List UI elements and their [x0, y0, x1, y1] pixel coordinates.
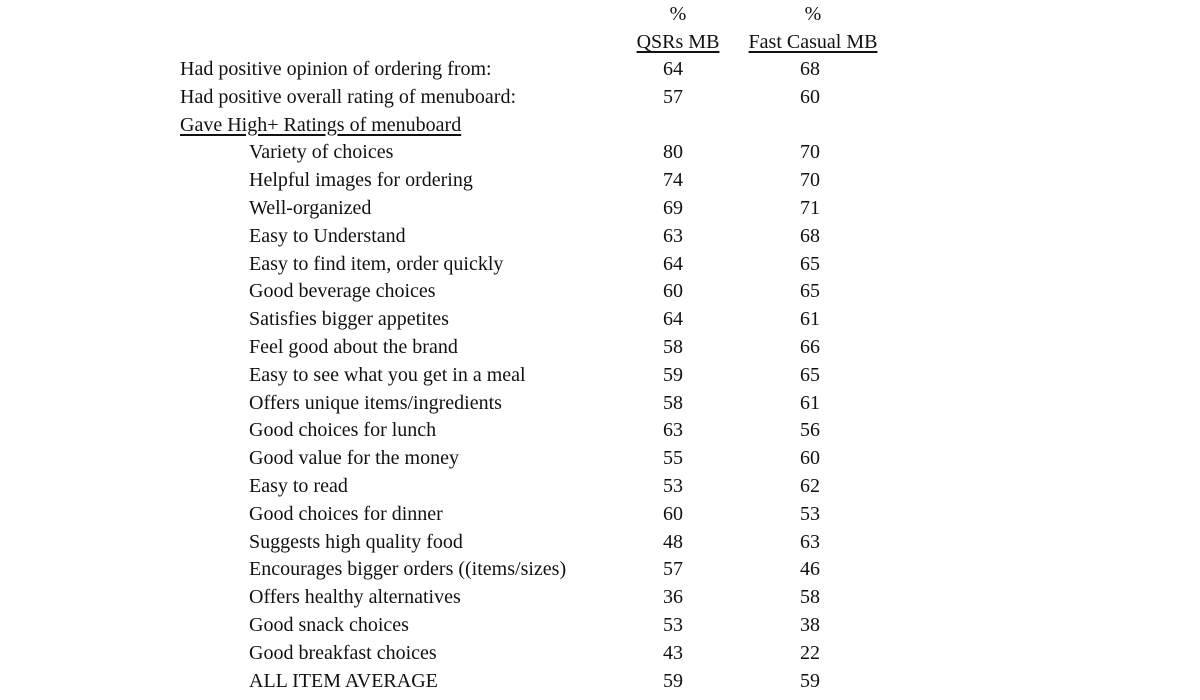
qsr-value: 64: [663, 252, 683, 275]
table-row: [0, 612, 1200, 640]
qsr-value: 69: [663, 196, 683, 219]
row-label: Helpful images for ordering: [249, 169, 473, 192]
fast-casual-value: 65: [800, 252, 820, 275]
section-heading-row: [0, 112, 1200, 140]
table-row: [0, 501, 1200, 529]
table-row: [0, 56, 1200, 84]
row-label: ALL ITEM AVERAGE: [249, 669, 438, 692]
table-row: [0, 278, 1200, 306]
row-label: Easy to read: [249, 474, 348, 497]
row-label: Easy to find item, order quickly: [249, 252, 504, 275]
row-label: Variety of choices: [249, 141, 394, 164]
table-row: [0, 640, 1200, 668]
fast-casual-value: 53: [800, 502, 820, 525]
table-row: [0, 195, 1200, 223]
qsr-value: 43: [663, 641, 683, 664]
qsr-value: 48: [663, 530, 683, 553]
column-header-qsr: [628, 0, 728, 56]
qsr-value: 60: [663, 502, 683, 525]
row-label: Feel good about the brand: [249, 335, 458, 358]
table-row: [0, 529, 1200, 557]
table-row: [0, 417, 1200, 445]
row-label: Encourages bigger orders ((items/sizes): [249, 558, 567, 581]
qsr-value: 59: [663, 669, 683, 692]
qsr-value: 57: [663, 558, 683, 581]
table-row: [0, 334, 1200, 362]
table-row: [0, 223, 1200, 251]
row-label: Offers healthy alternatives: [249, 586, 461, 609]
qsr-value: 74: [663, 169, 683, 192]
fast-casual-value: 56: [800, 419, 820, 442]
qsr-value: 60: [663, 280, 683, 303]
table-row: [0, 251, 1200, 279]
row-label: Offers unique items/ingredients: [249, 391, 502, 414]
qsr-value: 64: [663, 308, 683, 331]
fast-casual-value: 63: [800, 530, 820, 553]
table-row: [0, 139, 1200, 167]
fast-casual-value: 65: [800, 280, 820, 303]
table-row: [0, 167, 1200, 195]
qsr-value: 63: [663, 224, 683, 247]
qsr-value: 55: [663, 447, 683, 470]
fast-casual-value: 66: [800, 335, 820, 358]
qsr-value: 53: [663, 474, 683, 497]
fast-casual-value: 61: [800, 308, 820, 331]
row-label: Good choices for lunch: [249, 419, 437, 442]
row-label: Suggests high quality food: [249, 530, 463, 553]
fast-casual-value: 46: [800, 558, 820, 581]
table-body: [0, 56, 1200, 695]
qsr-value: 58: [663, 335, 683, 358]
fast-casual-value: 62: [800, 474, 820, 497]
row-label: Good choices for dinner: [249, 502, 443, 525]
fast-casual-value: 70: [800, 169, 820, 192]
row-label: Good value for the money: [249, 447, 459, 470]
qsr-value: 59: [663, 363, 683, 386]
column-header-fast-casual: [740, 0, 886, 56]
fast-casual-value: 22: [800, 641, 820, 664]
column-unit-fast-casual: %: [804, 3, 822, 25]
fast-casual-value: 61: [800, 391, 820, 414]
column-name-qsr: QSRs MB: [636, 31, 720, 53]
row-label: Had positive overall rating of menuboard:: [180, 85, 517, 108]
qsr-value: 80: [663, 141, 683, 164]
row-label: Good snack choices: [249, 613, 409, 636]
table-row: [0, 473, 1200, 501]
fast-casual-value: 65: [800, 363, 820, 386]
row-label: Easy to Understand: [249, 224, 406, 247]
fast-casual-value: 68: [800, 224, 820, 247]
qsr-value: 58: [663, 391, 683, 414]
row-label: Easy to see what you get in a meal: [249, 363, 526, 386]
fast-casual-value: 58: [800, 586, 820, 609]
fast-casual-value: 68: [800, 58, 820, 80]
row-label: Good beverage choices: [249, 280, 436, 303]
qsr-value: 53: [663, 613, 683, 636]
fast-casual-value: 60: [800, 85, 820, 108]
qsr-value: 64: [663, 58, 683, 80]
fast-casual-value: 38: [800, 613, 820, 636]
table-row: [0, 556, 1200, 584]
table-row: [0, 584, 1200, 612]
column-name-fast-casual: Fast Casual MB: [748, 31, 878, 53]
row-label: Satisfies bigger appetites: [249, 308, 449, 331]
table-row: [0, 362, 1200, 390]
row-label: Good breakfast choices: [249, 641, 437, 664]
row-label: Had positive opinion of ordering from:: [180, 58, 492, 80]
table-row: [0, 84, 1200, 112]
qsr-value: 63: [663, 419, 683, 442]
qsr-value: 36: [663, 586, 683, 609]
fast-casual-value: 71: [800, 196, 820, 219]
fast-casual-value: 60: [800, 447, 820, 470]
table-row: [0, 306, 1200, 334]
column-unit-qsr: %: [669, 3, 687, 25]
section-heading: Gave High+ Ratings of menuboard: [180, 113, 462, 136]
fast-casual-value: 70: [800, 141, 820, 164]
fast-casual-value: 59: [800, 669, 820, 692]
table-row: [0, 390, 1200, 418]
row-label: Well-organized: [249, 196, 372, 219]
table-row-average: [0, 668, 1200, 696]
table-row: [0, 445, 1200, 473]
qsr-value: 57: [663, 85, 683, 108]
